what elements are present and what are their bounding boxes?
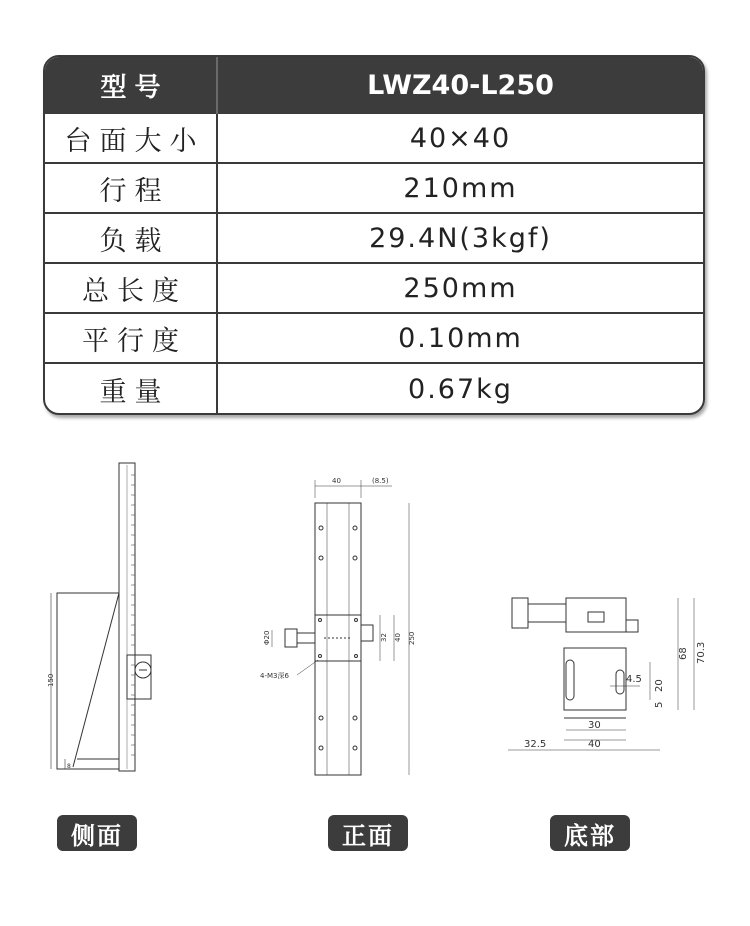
spec-row [45,264,703,314]
spec-header-row [45,57,703,114]
bottom-view-drawing [500,590,720,755]
front-dim-250: 250 [408,631,416,645]
side-view-label: 侧面 [57,815,137,851]
bottom-dim-70-3: 70.3 [696,641,707,664]
spec-row [45,314,703,364]
bottom-carriage [566,598,626,632]
front-rail [315,503,361,775]
spec-value: 29.4N(3kgf) [369,222,552,254]
rail-screw [319,746,323,750]
spec-value: 210mm [403,172,518,204]
rail-screw [319,526,323,530]
front-dim-40: 40 [332,477,341,485]
bottom-slot [566,660,574,700]
bottom-clamp [626,620,638,632]
spec-value: 0.67kg [408,374,513,405]
spec-row [45,114,703,164]
bottom-dim-40: 40 [588,739,601,750]
front-dim-8-5: (8.5) [372,477,389,485]
spec-row [45,164,703,214]
front-view-label: 正面 [328,815,408,851]
side-dim-150: 150 [47,673,55,687]
spec-label: 平行度 [45,314,218,362]
side-scale-ticks [131,475,135,755]
front-dim-40-vertical: 40 [394,633,402,642]
spec-label: 负载 [45,214,218,262]
front-dim-phi20: Φ20 [263,630,271,645]
spec-label: 台面大小 [45,114,218,162]
rail-screw [319,716,323,720]
bottom-base [564,648,626,710]
spec-value: 250mm [403,272,518,304]
bottom-slot [616,670,624,694]
bottom-dim-68: 68 [678,647,689,660]
front-hole-note: 4-M3深6 [260,672,289,680]
front-knob [285,629,297,647]
spec-header-label: 型号 [45,57,218,114]
front-clamp [361,625,373,641]
side-dim-8: 8 [67,763,71,770]
side-view-drawing [45,455,160,785]
bottom-view-label: 底部 [550,815,630,851]
rail-screw [353,746,357,750]
bottom-knob [512,598,528,628]
front-dim-32: 32 [380,633,388,642]
bottom-dim-30: 30 [588,720,601,731]
spec-label: 重量 [45,364,218,415]
rail-screw [353,526,357,530]
spec-table [43,55,705,415]
bottom-dim-5: 5 [654,701,665,708]
side-diagonal [73,593,119,767]
spec-header-value: LWZ40-L250 [367,70,554,101]
spec-label: 行程 [45,164,218,212]
spec-label: 总长度 [45,264,218,312]
rail-screw [319,556,323,560]
side-base-outline [57,593,119,769]
bottom-dim-4-5: 4.5 [626,674,642,685]
spec-row [45,364,703,415]
rail-screw [353,716,357,720]
spec-value: 0.10mm [398,322,523,354]
bottom-shaft [528,604,566,622]
bottom-dim-32-5: 32.5 [524,739,547,750]
spec-row [45,214,703,264]
front-view-drawing [252,470,422,780]
bottom-dim-20: 20 [654,679,665,692]
spec-value: 40×40 [409,122,512,154]
rail-screw [353,556,357,560]
